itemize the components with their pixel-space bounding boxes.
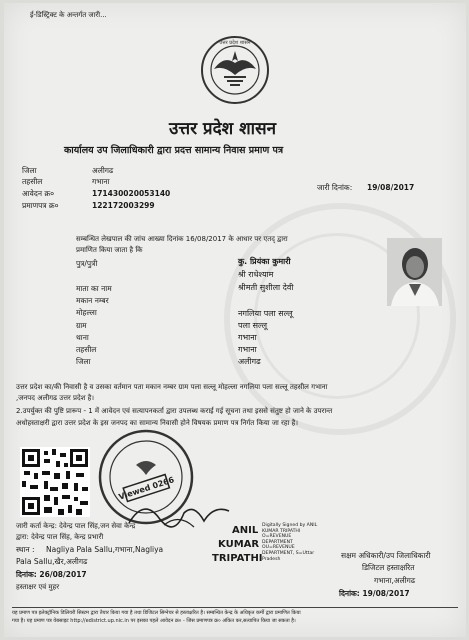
- detail-value-village: पला सल्लू: [238, 321, 268, 330]
- info-label-certificate-no: प्रमाणपत्र क्र०: [22, 201, 59, 210]
- authority-digital-signed: डिजिटल हस्ताक्षरित: [362, 563, 415, 572]
- signer-name-line1: ANIL: [232, 525, 259, 536]
- info-value-tehsil: गभाना: [92, 177, 110, 186]
- detail-value-father: श्री राधेश्याम: [238, 270, 274, 279]
- digital-sig-line: O=REVENUE: [262, 534, 292, 540]
- top-note: ई-डिस्ट्रिक्ट के अन्तर्गत जारी...: [30, 11, 107, 19]
- detail-label-tehsil: तहसील: [76, 345, 97, 354]
- intro-line-2: प्रमाणित किया जाता है कि: [76, 246, 143, 254]
- detail-label-village: ग्राम: [76, 321, 87, 330]
- info-label-application-no: आवेदन क्र०: [22, 189, 55, 198]
- digital-sig-line: DEPARTMENT, S=Uttar: [262, 550, 315, 556]
- signer-name-line3: TRIPATHI: [212, 553, 263, 564]
- detail-label-mother: माता का नाम: [76, 284, 112, 293]
- issuer-centre: जारी कर्ता केन्द्र: देवेन्द्र पाल सिंह,जन सेवा केन्द्र: [16, 522, 136, 530]
- issuer-by: द्वारा: देवेन्द्र पाल सिंह, केन्द्र प्रभारी: [16, 533, 104, 541]
- applicant-photo: [387, 238, 442, 306]
- detail-value-district: अलीगढ: [238, 357, 261, 366]
- digital-sig-line: Digitally Signed by ANIL: [262, 523, 318, 528]
- issue-date-label: जारी दिनांक:: [317, 183, 353, 192]
- detail-label-district: जिला: [76, 357, 91, 366]
- intro-line-1: सम्बन्धित लेखपाल की जांच आख्या दिनांक 16/08/2017 के आधार पर एतद् द्वारा: [76, 235, 288, 243]
- residence-paragraph-1a: उत्तर प्रदेश का/की निवासी है व उसका वर्तमान पता मकान नम्बर ग्राम पला सल्लू मोहल्ला नगलिया पला सल्लू तहसील गभाना: [16, 383, 328, 391]
- digital-signature-block: [262, 523, 317, 562]
- info-value-certificate-no: 122172003299: [92, 201, 155, 210]
- authority-place: गभाना,अलीगढ: [374, 576, 416, 585]
- detail-label-ward-of: पुत्र/पुत्री: [76, 259, 98, 268]
- place-value: Nagliya Pala Sallu,गभाना,Nagliya: [46, 545, 164, 554]
- info-value-district: अलीगढ: [92, 166, 114, 175]
- qr-code: [20, 447, 90, 517]
- verification-note-1: यह प्रमाण पत्र इलेक्ट्रॉनिक डिलिवरी सिस्टम द्वारा तैयार किया गया है तथा डिजिटल सिग्नेचर से हस्ताक्षरित है। सम्बन्धित केन्द्र के अधिकृत कर्मी द्वारा प्रमाणित किया: [12, 610, 301, 616]
- info-label-district: जिला: [22, 166, 37, 175]
- detail-value-name: कु. प्रियंका कुमारी: [238, 257, 291, 266]
- handwritten-signature: [124, 493, 234, 533]
- certificate-page: [4, 3, 466, 637]
- residence-paragraph-2a: 2.उपर्युक्त की पुष्टि प्रारूप - 1 में आवेदन एवं सत्यापनकर्ता द्वारा उपलब्ध कराई गई सूचना तथा इससे संतुष्ट हो जाने के उपरान्त: [16, 407, 333, 415]
- issue-date-value: 19/08/2017: [367, 183, 415, 192]
- up-government-emblem-icon: [200, 35, 270, 105]
- residence-paragraph-1b: ,जनपद अलीगढ उत्तर प्रदेश है।: [16, 394, 95, 402]
- issuer-date: दिनांक: 26/08/2017: [16, 570, 87, 579]
- detail-label-house-no: मकान नम्बर: [76, 296, 109, 305]
- verification-note-2: गया है। यह प्रमाण पत्र वेबसाइट http://edistrict.up.nic.in पर इसका पहले आवेदन क्र० - जिस प्रमाणपत्र क्र० अंकित कर,सत्यापित किया जा सकता है।: [12, 618, 296, 624]
- signer-name-line2: KUMAR: [218, 539, 260, 550]
- authority-title: सक्षम अधिकारी/उप जिलाधिकारी: [341, 551, 431, 560]
- place-value-cont: Pala Sallu,खैर,अलीगढ: [16, 557, 88, 566]
- page-title: उत्तर प्रदेश शासन: [169, 119, 277, 139]
- info-label-tehsil: तहसील: [22, 177, 43, 186]
- detail-value-mother: श्रीमती सुशीला देवी: [238, 283, 294, 292]
- emblem-text: उत्तर प्रदेश शासन: [219, 40, 251, 46]
- digital-sig-line: Pradesh: [262, 556, 281, 562]
- info-value-application-no: 171430020053140: [92, 189, 171, 198]
- digital-sig-line: KUMAR TRIPATHI: [262, 528, 301, 534]
- residence-paragraph-2b: अधोहस्ताक्षरी द्वारा उत्तर प्रदेश के इस जनपद का सामान्य निवासी होने विषयक प्रमाण पत्र निर्गत किया जा रहा है।: [16, 419, 299, 427]
- footer-divider: [12, 607, 458, 608]
- detail-label-police-station: थाना: [76, 333, 89, 342]
- seal-label: हस्ताक्षर एवं मुहर: [16, 583, 60, 591]
- stamp-text: Viewed 0266: [117, 475, 176, 502]
- authority-date: दिनांक: 19/08/2017: [339, 589, 410, 598]
- digital-sig-line: DEPARTMENT: [262, 539, 293, 545]
- place-label: स्थान :: [16, 545, 35, 554]
- detail-label-locality: मोहल्ला: [76, 308, 97, 317]
- detail-value-locality: नगलिया पला सल्लू: [238, 309, 293, 318]
- detail-value-police-station: गभाना: [238, 333, 257, 342]
- digital-sig-line: OU=REVENUE: [262, 545, 295, 551]
- detail-value-tehsil: गभाना: [238, 345, 257, 354]
- certificate-subtitle: कार्यालय उप जिलाधिकारी द्वारा प्रदत्त सामान्य निवास प्रमाण पत्र: [64, 145, 284, 156]
